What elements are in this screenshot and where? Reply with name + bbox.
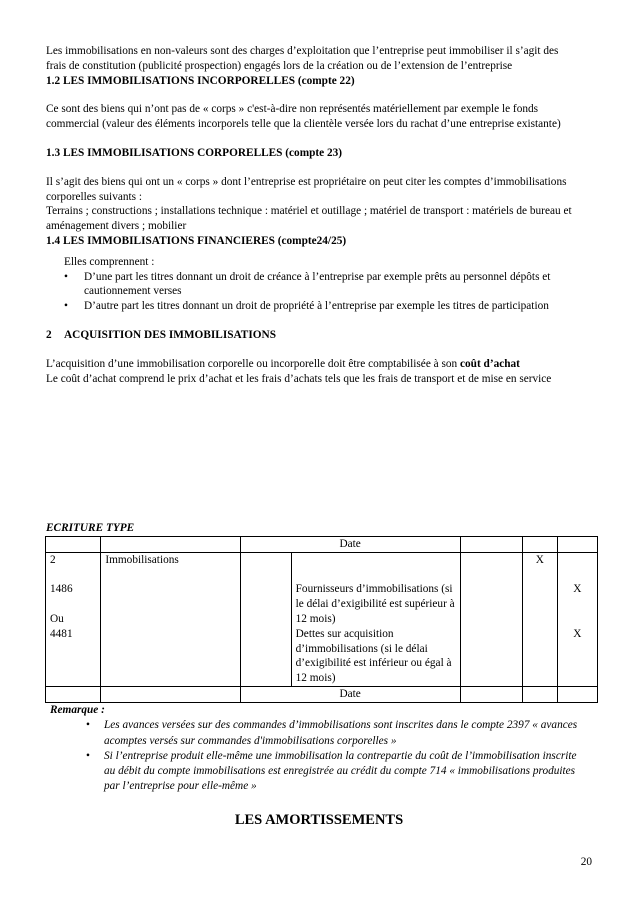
paragraph-1-4-intro: Elles comprennent : [64,255,155,268]
list-1-4 [46,270,574,314]
bullet-icon: • [64,270,68,283]
paragraph-2b: Le coût d’achat comprend le prix d’achat et les frais d’achats tels que les frais de transport et de mise en service [46,372,552,385]
heading-1-4: 1.4 LES IMMOBILISATIONS FINANCIERES (compte24/25) [46,234,347,247]
paragraph-1-3b: Terrains ; constructions ; installations technique : matériel et outillage ; matériel de transport : matériels de bureau et aménagement divers ; mobilier [46,205,572,233]
credit-marks: X X [557,552,597,686]
paragraph-1-3a: Il s’agit des biens qui ont un « corps » dont l’entreprise est propriétaire on peut citer les comptes d’immobilisations corporelles suivants : [46,175,567,203]
list-item: • Les avances versées sur des commandes d’immobilisations sont inscrites dans le compte 2397 « avances acomptes versés sur commandes d'immobilisations corporelles » [86,719,578,747]
table-row [46,537,598,553]
bullet-icon: • [86,749,90,762]
paragraph-1-2: Ce sont des biens qui n’ont pas de « corps » c'est-à-dire non représentés matériellement par exemple le fonds commercial (valeur des éléments incorporels telle que la clientèle versée lors du rachat d’une entreprise existante) [46,103,561,131]
page-number: 20 [580,856,592,868]
ecriture-type-title: ECRITURE TYPE [46,522,135,534]
remarque-block [46,703,586,795]
debit-mark: X [523,552,558,686]
date-bottom: Date [240,686,460,702]
document-body [46,44,574,386]
remarque-list [46,718,586,794]
paragraph-nonvaleurs: Les immobilisations en non-valeurs sont des charges d’exploitation que l’entreprise peut immobiliser il s’agit des frais de constitution (publicité prospection) engagés lors de la création ou de l’extension de l’entreprise [46,45,559,72]
list-item: • Si l’entreprise produit elle-même une immobilisation la contrepartie du coût de l’immobilisation inscrite au débit du compte immobilisations est enregistrée au crédit du compte 714 « immobilisations produites par l’entreprise pour elle-même » [86,749,577,793]
table-row [46,686,598,702]
bullet-icon: • [86,719,90,732]
journal-entry-table [45,536,598,703]
remarque-title: Remarque : [50,704,105,716]
amortissements-title: LES AMORTISSEMENTS [234,812,404,828]
list-item: • D’autre part les titres donnant un droit de propriété à l’entreprise par exemple les titres de participation [64,300,549,313]
heading-1-3: 1.3 LES IMMOBILISATIONS CORPORELLES (compte 23) [46,146,343,159]
heading-1-2: 1.2 LES IMMOBILISATIONS INCORPORELLES (compte 22) [46,74,355,87]
paragraph-2a: L’acquisition d’une immobilisation corporelle ou incorporelle doit être comptabilisée à son coût d’achat [46,357,520,370]
credit-labels: Fournisseurs d’immobilisations (si le délai d’exigibilité est supérieur à 12 mois) Dettes sur acquisition d’immobilisations (si le délai d’exigibilité est inférieur ou égal à 12 mois) [291,552,460,686]
list-item: • D’une part les titres donnant un droit de créance à l’entreprise par exemple prêts au personnel dépôts et cautionnement verses [64,270,551,298]
bullet-icon: • [64,300,68,313]
heading-2: 2 ACQUISITION DES IMMOBILISATIONS [46,328,276,341]
table-row [46,552,598,686]
date-top: Date [240,537,460,553]
account-numbers: 2 1486 Ou 4481 [46,552,101,686]
debit-label: Immobilisations [101,552,240,686]
